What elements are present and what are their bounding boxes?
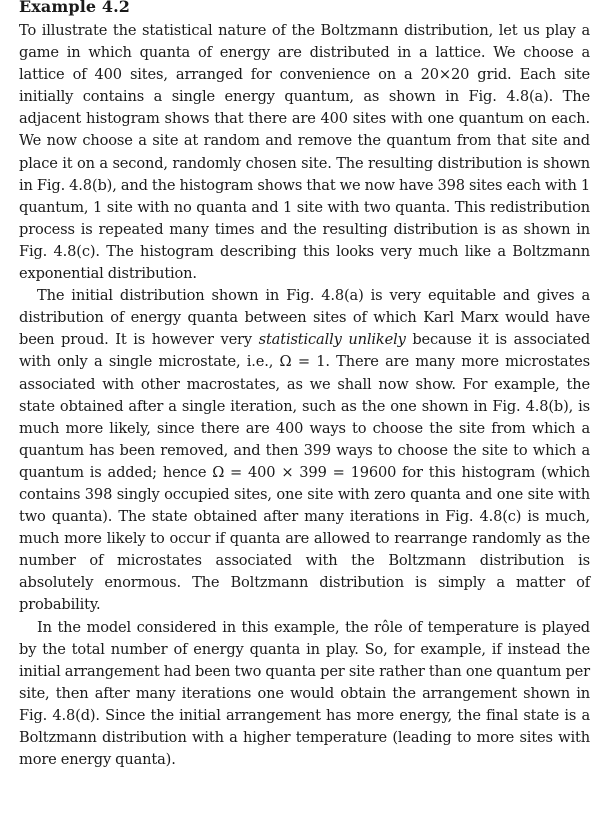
paragraph-2-emphasis: statistically unlikely (258, 331, 406, 349)
paragraph-1-text: To illustrate the statistical nature of the Boltzmann distribution, let us play a game in which quanta of energy are distributed in a lattice. We choose a lattice of 400 sites, arranged for convenience on a 20×20 grid. Each site initially contains a single energy quantum, as shown in Fig. 4.8(a). The adjacent histogram shows that there are 400 sites with one quantum on each. We now choose a site at random and remove the quantum from that site and place it on a second, randomly chosen site. The resulting distribution is shown in Fig. 4.8(b), and the histogram shows that we now have 398 sites each with 1 quantum, 1 site with no quanta and 1 site with two quanta. This redistribution process is repeated many times and the resulting distribution is as shown in Fig. 4.8(c). The histogram describing this looks very much like a Boltzmann exponential distribution. (19, 22, 590, 283)
paragraph-1 (19, 20, 590, 285)
paragraph-2 (19, 285, 590, 616)
paragraph-3 (19, 617, 590, 772)
paragraph-2-text-a: The initial distribution shown in Fig. 4.8(a) is very equitable and gives a distribution of energy quanta between sites of which Karl Marx would have been proud. It is however very (19, 287, 590, 349)
paragraph-2-text-b: because it is associated with only a single microstate, i.e., Ω = 1. There are many more microstates associated with other macrostates, as we shall now show. For example, the state obtained after a single iteration, such as the one shown in Fig. 4.8(b), is much more likely, since there are 400 ways to choose the site from which a quantum has been removed, and then 399 ways to choose the site to which a quantum is added; hence Ω = 400 × 399 = 19600 for this histogram (which contains 398 singly occupied sites, one site with zero quanta and one site with two quanta). The state obtained after many iterations in Fig. 4.8(c) is much, much more likely to occur if quanta are allowed to rearrange randomly as the number of microstates associated with the Boltzmann distribution is absolutely enormous. The Boltzmann distribution is simply a matter of probability. (19, 331, 591, 614)
paragraph-3-text: In the model considered in this example, the rôle of temperature is played by the total number of energy quanta in play. So, for example, if instead the initial arrangement had been two quanta per site rather than one quantum per site, then after many iterations one would obtain the arrangement shown in Fig. 4.8(d). Since the initial arrangement has more energy, the final state is a Boltzmann distribution with a higher temperature (leading to more sites with more energy quanta). (19, 618, 590, 769)
example-heading: Example 4.2 (19, 0, 130, 16)
